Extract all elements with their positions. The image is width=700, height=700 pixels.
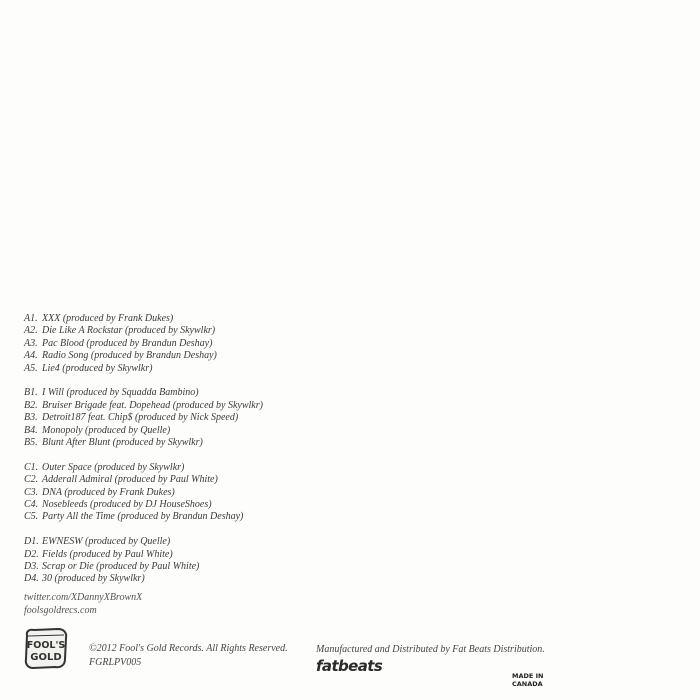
track-c1: C1. Outer Space (produced by Skywlkr) — [24, 461, 185, 473]
track-b4: B4. Monopoly (produced by Quelle) — [24, 424, 171, 436]
made-in-canada: MADE IN CANADA — [512, 672, 544, 688]
side-d — [24, 536, 263, 586]
track-a4: A4. Radio Song (produced by Brandun Deshay) — [24, 350, 217, 362]
track-d3: D3. Scrap or Die (produced by Paul White) — [24, 561, 200, 573]
track-title: Adderall Admiral (produced by Paul White) — [42, 474, 218, 486]
tracklist — [24, 313, 263, 598]
track-title: Radio Song (produced by Brandun Deshay) — [42, 350, 217, 362]
track-title: DNA (produced by Frank Dukes) — [42, 486, 175, 498]
track-title: Monopoly (produced by Quelle) — [42, 424, 171, 436]
track-c3: C3. DNA (produced by Frank Dukes) — [24, 486, 175, 498]
track-title: Pac Blood (produced by Brandun Deshay) — [42, 337, 213, 349]
track-title: Party All the Time (produced by Brandun Deshay) — [42, 511, 244, 523]
track-title: EWNESW (produced by Quelle) — [42, 536, 171, 548]
track-d4: D4. 30 (produced by Skywlkr) — [24, 573, 145, 585]
track-b1: B1. I Will (produced by Squadda Bambino) — [24, 387, 199, 399]
track-title: I Will (produced by Squadda Bambino) — [42, 387, 199, 399]
track-title: Die Like A Rockstar (produced by Skywlkr) — [42, 325, 216, 337]
track-a1: A1. XXX (produced by Frank Dukes) — [24, 313, 174, 324]
website-link[interactable]: foolsgoldrecs.com — [24, 605, 97, 616]
track-c4: C4. Nosebleeds (produced by DJ HouseShoes) — [24, 499, 212, 511]
track-d1: D1. EWNESW (produced by Quelle) — [24, 536, 171, 548]
track-title: Nosebleeds (produced by DJ HouseShoes) — [42, 499, 212, 511]
copyright-text: ©2012 Fool's Gold Records. All Rights Reserved. — [89, 643, 288, 654]
track-title: Blunt After Blunt (produced by Skywlkr) — [42, 437, 203, 449]
track-title: Scrap or Die (produced by Paul White) — [42, 561, 200, 573]
side-c — [24, 462, 263, 524]
track-b2: B2. Bruiser Brigade feat. Dopehead (produced by Skywlkr) — [24, 399, 263, 411]
track-title: Outer Space (produced by Skywlkr) — [42, 461, 185, 473]
social-links — [24, 591, 142, 617]
track-title: Bruiser Brigade feat. Dopehead (produced by Skywlkr) — [42, 399, 263, 411]
track-title: Fields (produced by Paul White) — [42, 548, 173, 560]
twitter-link[interactable]: twitter.com/XDannyXBrownX — [24, 592, 143, 603]
side-a — [24, 313, 263, 375]
copyright-block — [89, 642, 288, 670]
track-d2: D2. Fields (produced by Paul White) — [24, 548, 173, 560]
track-c2: C2. Adderall Admiral (produced by Paul White) — [24, 474, 218, 486]
track-b3: B3. Detroit187 feat. Chip$ (produced by Nick Speed) — [24, 412, 239, 424]
track-a2: A2. Die Like A Rockstar (produced by Skywlkr) — [24, 325, 216, 337]
distribution-text: Manufactured and Distributed by Fat Beats Distribution. — [316, 644, 545, 655]
side-b — [24, 387, 263, 449]
fatbeats-logo: fatbeats — [316, 657, 383, 675]
logo-text-bottom: GOLD — [30, 652, 62, 663]
track-title: Detroit187 feat. Chip$ (produced by Nick Speed) — [42, 412, 239, 424]
catalog-number: FGRLPV005 — [89, 657, 142, 668]
logo-text-top: FOOL'S — [26, 640, 66, 651]
fools-gold-logo-icon — [24, 627, 68, 669]
track-b5: B5. Blunt After Blunt (produced by Skywlkr) — [24, 437, 203, 449]
track-a3: A3. Pac Blood (produced by Brandun Deshay) — [24, 337, 213, 349]
track-c5: C5. Party All the Time (produced by Brandun Deshay) — [24, 511, 244, 523]
track-title: Lie4 (produced by Skywlkr) — [42, 362, 153, 374]
track-title: 30 (produced by Skywlkr) — [42, 573, 145, 585]
track-a5: A5. Lie4 (produced by Skywlkr) — [24, 362, 153, 374]
track-title: XXX (produced by Frank Dukes) — [42, 313, 174, 324]
